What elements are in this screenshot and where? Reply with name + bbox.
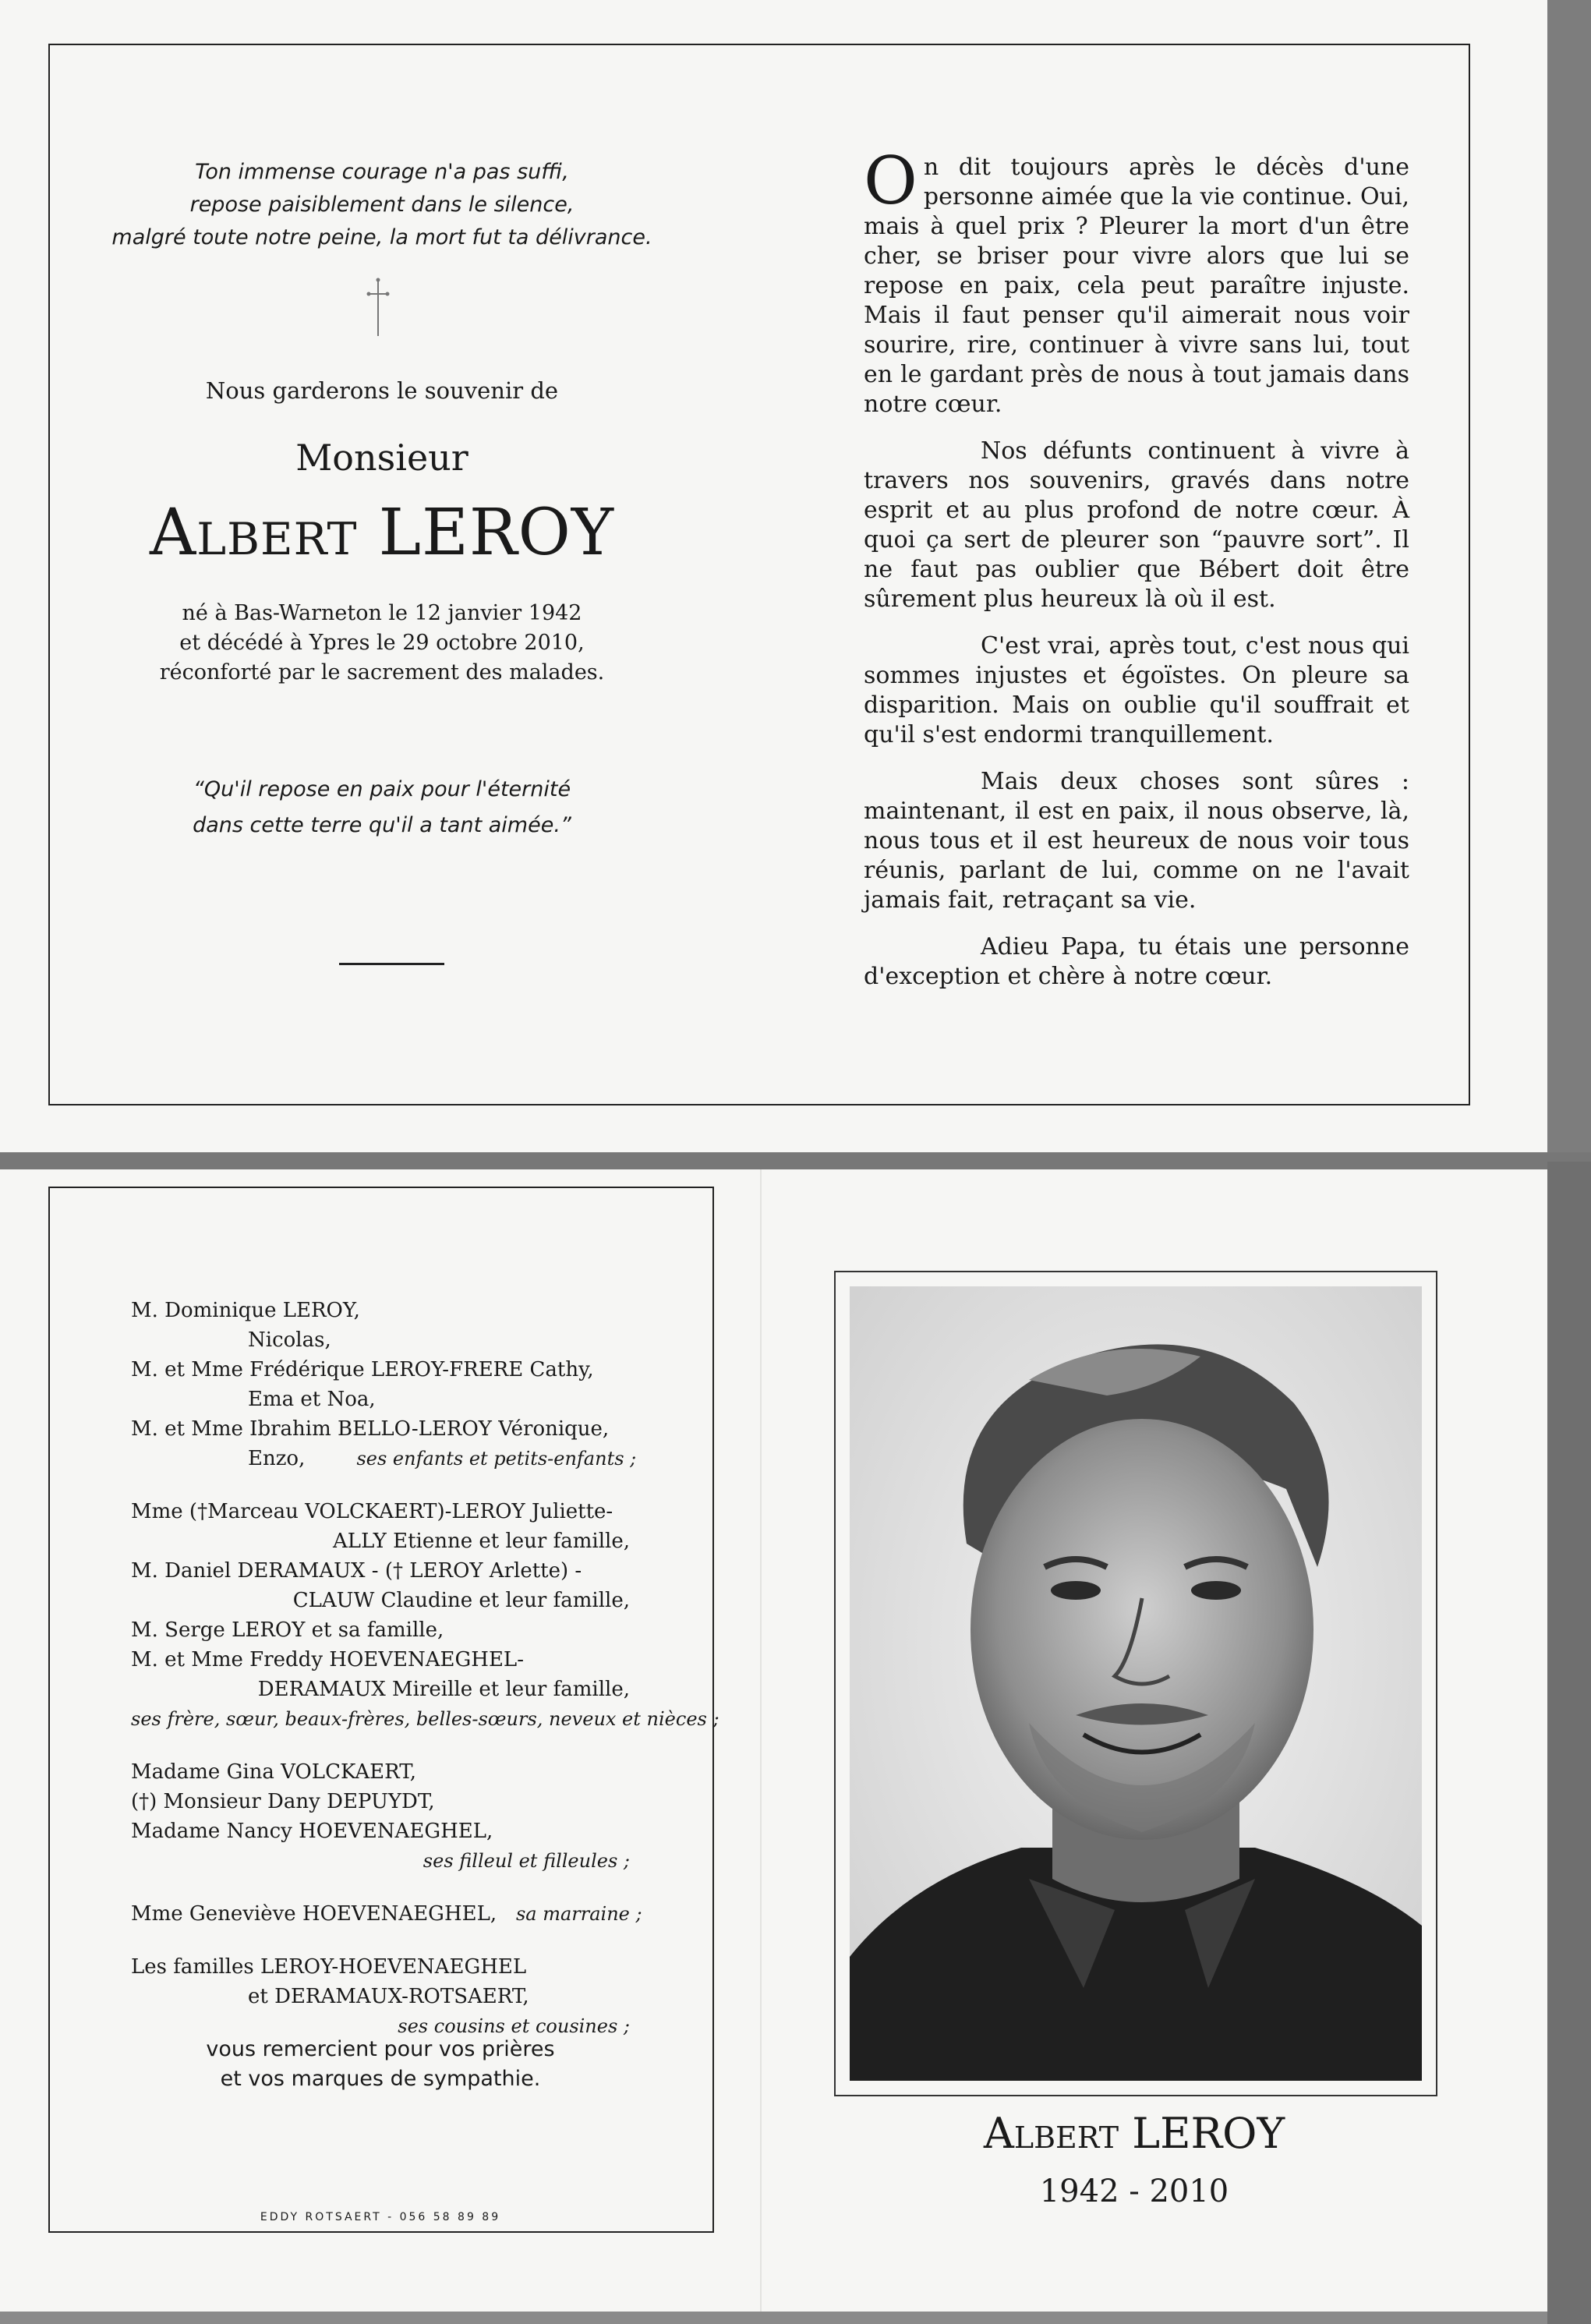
birth-death-info xyxy=(94,599,670,688)
cover-name xyxy=(834,2109,1434,2158)
ornament-dash xyxy=(339,963,444,965)
paragraph-text: n dit toujours après le décès d'une personne aimée que la vie continue. Oui, mais à quel prix ? Pleurer la mort d'un être cher, se briser pour vivre alors que lui se repose en paix, cela peut paraître injuste. Mais il faut penser qu'il aimerait nous voir sourire, rire, continuer à vivre sans lui, tout en le gardant près de nous à tout jamais dans notre cœur. xyxy=(864,154,1409,418)
eulogy-text xyxy=(864,143,1409,1009)
family-line xyxy=(131,1899,642,1929)
family-line: M. Serge LEROY et sa famille, xyxy=(131,1618,444,1642)
family-line: Nicolas, xyxy=(248,1328,331,1352)
thanks-message xyxy=(131,2035,630,2094)
deceased-name xyxy=(94,496,670,570)
relation-label: ses cousins et cousines ; xyxy=(398,2015,630,2037)
family-line: DERAMAUX Mireille et leur famille, xyxy=(257,1678,630,1701)
cover-years: 1942 - 2010 xyxy=(1039,2174,1229,2209)
family-name: Mme Geneviève HOEVENAEGHEL, xyxy=(131,1902,497,1926)
date-line: et décédé à Ypres le 29 octobre 2010, xyxy=(179,631,585,655)
honorific: Monsieur xyxy=(295,437,468,479)
portrait-photo xyxy=(850,1286,1422,2081)
family-line: CLAUW Claudine et leur famille, xyxy=(292,1589,630,1612)
family-line: M. et Mme Frédérique LEROY-FRERE Cathy, xyxy=(131,1358,594,1381)
last-name: LEROY xyxy=(378,496,614,570)
thanks-line: et vos marques de sympathie. xyxy=(220,2067,541,2091)
family-line: Madame Nancy HOEVENAEGHEL, xyxy=(131,1820,493,1843)
scan-edge-bottom xyxy=(1547,1162,1591,2324)
family-line: M. Dominique LEROY, xyxy=(131,1299,360,1322)
thanks-line: vous remercient pour vos prières xyxy=(206,2037,555,2061)
family-line: Madame Gina VOLCKAERT, xyxy=(131,1760,416,1784)
poem-line: repose paisiblement dans le silence, xyxy=(189,193,575,217)
quote xyxy=(94,772,670,844)
family-name: Enzo, xyxy=(248,1447,306,1470)
date-line: né à Bas-Warneton le 12 janvier 1942 xyxy=(182,601,582,625)
quote-line: “Qu'il repose en paix pour l'éternité xyxy=(193,777,571,801)
date-line: réconforté par le sacrement des malades. xyxy=(159,660,605,684)
cover-first-name: Albert xyxy=(983,2109,1119,2158)
eulogy-paragraph: Nos défunts continuent à vivre à travers nos souvenirs, gravés dans notre esprit et au plus profond de notre cœur. À quoi ça sert de pleurer son “pauvre sort”. Il ne faut pas oublier que Bébert doit être sûrement plus heureux là où il est. xyxy=(864,437,1409,613)
eulogy-paragraph: Mais deux choses sont sûres : maintenant, il est en paix, il nous observe, là, nous tous et il est heureux de nous voir tous réunis, parlant de lui, comme on ne l'avait jamais fait, retraçant sa vie. xyxy=(864,768,1409,914)
eulogy-paragraph xyxy=(864,143,1409,419)
family-line: (†) Monsieur Dany DEPUYDT, xyxy=(131,1790,435,1813)
portrait-image xyxy=(850,1286,1422,2081)
portrait-frame xyxy=(834,1271,1437,2096)
relation-label: ses enfants et petits-enfants ; xyxy=(356,1448,637,1470)
relation-label: sa marraine ; xyxy=(515,1903,642,1925)
family-line: Ema et Noa, xyxy=(248,1388,376,1411)
spacer xyxy=(131,1473,630,1497)
poem-line: malgré toute notre peine, la mort fut ta délivrance. xyxy=(111,225,652,249)
drop-cap: O xyxy=(864,143,917,219)
poem xyxy=(94,156,670,254)
family-line: Les familles LEROY-HOEVENAEGHEL xyxy=(131,1955,527,1979)
souvenir-line: Nous garderons le souvenir de xyxy=(205,377,559,404)
family-line: et DERAMAUX-ROTSAERT, xyxy=(248,1985,529,2008)
printer-imprint: EDDY ROTSAERT - 056 58 89 89 xyxy=(260,2211,501,2223)
family-line: Mme (†Marceau VOLCKAERT)-LEROY Juliette- xyxy=(131,1500,613,1523)
family-list xyxy=(131,1296,719,2041)
spacer xyxy=(131,1734,630,1757)
family-line xyxy=(131,1444,637,1473)
poem-line: Ton immense courage n'a pas suffi, xyxy=(195,160,569,184)
spacer xyxy=(131,1929,630,1952)
eulogy-paragraph: Adieu Papa, tu étais une personne d'exception et chère à notre cœur. xyxy=(864,933,1409,990)
card-fold xyxy=(760,1169,762,2312)
scan-gap xyxy=(0,1152,1591,1169)
family-line: M. et Mme Freddy HOEVENAEGHEL- xyxy=(131,1648,524,1671)
quote-line: dans cette terre qu'il a tant aimée.” xyxy=(193,813,571,837)
cross-icon xyxy=(366,277,390,339)
relation-label: ses filleul et filleules ; xyxy=(422,1850,630,1872)
relation-label: ses frère, sœur, beaux-frères, belles-sœurs, neveux et nièces ; xyxy=(131,1708,719,1730)
spacer xyxy=(131,1876,630,1899)
first-name: Albert xyxy=(150,496,358,570)
family-line: M. et Mme Ibrahim BELLO-LEROY Véronique, xyxy=(131,1417,610,1441)
family-line: M. Daniel DERAMAUX - († LEROY Arlette) - xyxy=(131,1559,582,1583)
cover-last-name: LEROY xyxy=(1132,2109,1285,2158)
eulogy-paragraph: C'est vrai, après tout, c'est nous qui sommes injustes et égoïstes. On pleure sa disparition. Mais on oublie qu'il souffrait et qu'il s'est endormi tranquillement. xyxy=(864,632,1409,748)
scan-edge-top xyxy=(1547,0,1591,1152)
family-line: ALLY Etienne et leur famille, xyxy=(333,1530,630,1553)
